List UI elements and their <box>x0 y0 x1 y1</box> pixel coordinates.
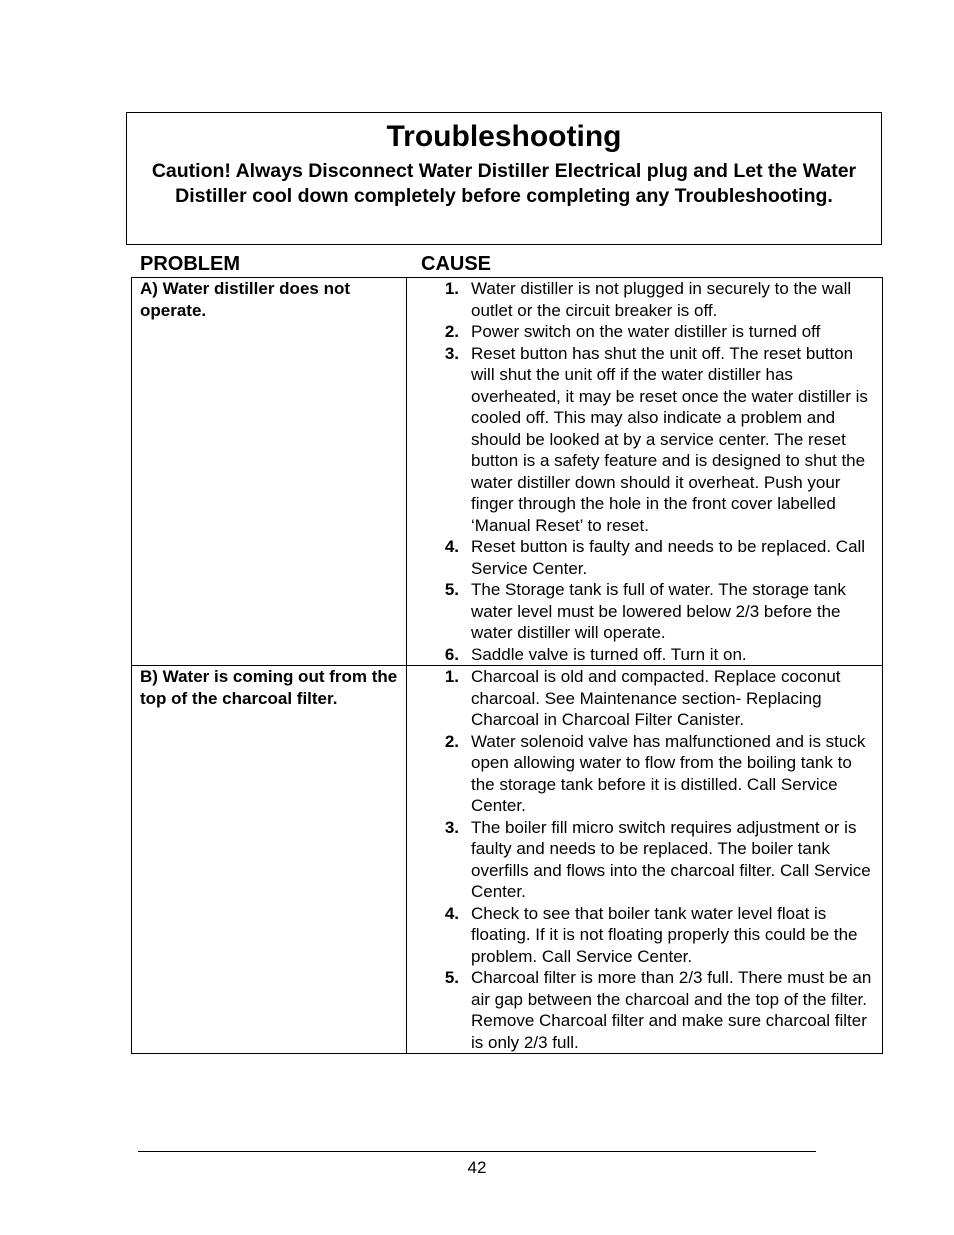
list-item <box>407 666 878 731</box>
header-box <box>126 112 882 245</box>
item-number: 3. <box>444 817 459 837</box>
item-text: Power switch on the water distiller is turned off <box>471 322 821 341</box>
cause-column-header: CAUSE <box>421 253 492 275</box>
list-item <box>407 579 878 644</box>
list-item <box>407 903 878 968</box>
list-item <box>407 343 878 537</box>
problem-cell: A) Water distiller does not operate. <box>132 278 407 665</box>
item-number: 4. <box>444 537 459 556</box>
item-text: Reset button has shut the unit off. The reset button will shut the unit off if the water distiller has overheated, it may be reset once the water distiller is cooled off. This may also indicate a problem and should be looked at by a service center. The reset button is a safety feature and is designed to shut the water distiller down should it overheat. Push your finger through the hole in the front cover labelled ‘Manual Reset’ to reset. <box>471 343 868 535</box>
item-text: Water distiller is not plugged in securely to the wall outlet or the circuit breaker is off. <box>471 279 852 320</box>
item-text: Water solenoid valve has malfunctioned and is stuck open allowing water to flow from the boiling tank to the storage tank before it is distilled. Call Service Center. <box>471 731 866 815</box>
cause-list <box>407 278 882 665</box>
item-text: Check to see that boiler tank water level float is floating. If it is not floating properly this could be the problem. Call Service Center. <box>471 903 858 966</box>
item-text: Reset button is faulty and needs to be replaced. Call Service Center. <box>471 537 866 578</box>
item-number: 3. <box>444 343 459 363</box>
footer-divider <box>138 1151 816 1152</box>
item-number: 1. <box>444 667 459 686</box>
item-text: Saddle valve is turned off. Turn it on. <box>471 644 747 664</box>
list-item <box>407 967 878 1053</box>
list-item <box>407 731 878 817</box>
item-text: Charcoal filter is more than 2/3 full. There must be an air gap between the charcoal and the top of the filter. Remove Charcoal filter and make sure charcoal filter is only 2/3 full. <box>471 968 872 1052</box>
problem-cell: B) Water is coming out from the top of the charcoal filter. <box>132 666 407 1053</box>
item-number: 1. <box>444 279 459 298</box>
item-text: The Storage tank is full of water. The storage tank water level must be lowered below 2/3 before the water distiller will operate. <box>471 580 846 642</box>
cause-list <box>407 666 882 1053</box>
item-text: The boiler fill micro switch requires adjustment or is faulty and needs to be replaced. The boiler tank overfills and flows into the charcoal filter. Call Service Center. <box>471 817 871 901</box>
page-number: 42 <box>467 1158 487 1177</box>
troubleshooting-table <box>131 277 883 1054</box>
item-number: 5. <box>444 580 459 599</box>
page-title: Troubleshooting <box>386 120 622 153</box>
table-row <box>132 666 882 1053</box>
item-number: 6. <box>444 644 459 664</box>
caution-text: Caution! Always Disconnect Water Distiller Electrical plug and Let the Water Distiller cool down completely before completing any Troubleshooting. <box>151 160 857 207</box>
list-item <box>407 817 878 903</box>
table-row <box>132 278 882 666</box>
item-number: 2. <box>444 322 459 341</box>
item-number: 2. <box>444 731 459 751</box>
item-number: 4. <box>444 903 459 923</box>
list-item <box>407 644 878 666</box>
problem-column-header: PROBLEM <box>140 253 240 275</box>
item-number: 5. <box>444 968 459 987</box>
item-text: Charcoal is old and compacted. Replace coconut charcoal. See Maintenance section- Replacing Charcoal in Charcoal Filter Canister. <box>471 667 841 729</box>
list-item <box>407 321 878 343</box>
list-item <box>407 278 878 321</box>
list-item <box>407 536 878 579</box>
